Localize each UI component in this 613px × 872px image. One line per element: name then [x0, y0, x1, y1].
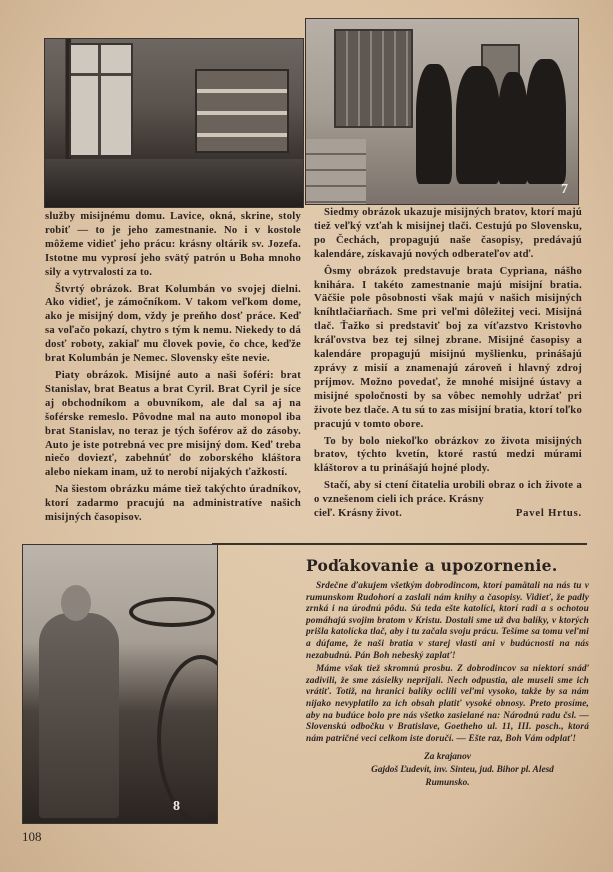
- photo-bookbinder-press: [22, 544, 218, 824]
- paragraph: Stačí, aby si ctení čitatelia urobili obraz o ich živote a o vznešenom cieli ich práce. Krásny: [314, 480, 582, 506]
- photo-figure: [498, 72, 528, 184]
- photo-bookshelf: [195, 69, 289, 153]
- photo-stone-wall: [306, 139, 366, 204]
- photo-figure: [526, 59, 566, 184]
- author-name: Pavel Hrtus.: [515, 508, 582, 520]
- photo-figure: [416, 64, 452, 184]
- photo-brothers-reading: [305, 18, 579, 205]
- notice-section: [306, 556, 589, 790]
- paragraph: To by bolo niekoľko obrázkov zo života misijných bratov, týchto kvetín, ktoré rastú medzi múrami kláštorov a tu prinášajú hojné plody.: [314, 435, 582, 475]
- closing-text: cieľ. Krásny život.: [314, 508, 402, 520]
- paragraph: Máme však tiež skromnú prosbu. Z dobrodincov sa niektorí snáď zadivili, že sme zásielky neprijali. Nech odpustia, ale museli sme ich vrátiť. Totiž, na hranici balíky oclili veľmi vysoko, takže by sa nám nijako nevyplatilo za ich obsah platiť vysoké obnosy. Preto prosíme, aby na budúce bolo pre nás všetko zasielané na: Národnú radu čsl. — Slovenskú odbočku v Bratislave, Goetheho ul. 11, III. posch., ktorá nám patričné veci celkom iste doručí. — Ešte raz, Boh Vám odplať!: [306, 664, 589, 744]
- signature-line-2: Gajdoš Ľudevít, inv. Sinteu, jud. Bihor pl. Alesd: [371, 765, 554, 776]
- photo-figure: [456, 66, 500, 184]
- photo-figure-head: [61, 585, 91, 621]
- photo-window: [334, 29, 413, 128]
- photo-press-wheel: [157, 655, 218, 823]
- paragraph: Piaty obrázok. Misijné auto a naši šoféri: brat Stanislav, brat Beatus a brat Cyril. Brat Cyril je síce aj obchodníkom a obuvníkom, ale dal sa aj na šoférske remeslo. Pôvodne mal na auto monopol iba brat Stanislav, no teraz je tých šoférov až do zásoby. Auto je iste potrebná vec pre misijný dom. Keď treba niečo doviezť, zabehnúť do zoborského kláštora alebo niekam inam, už to nerobí nijakých ťažkostí.: [45, 369, 301, 479]
- photo-press-handwheel: [129, 597, 215, 627]
- closing-line: [314, 507, 582, 521]
- photo-label: 7: [561, 182, 568, 197]
- article-left-column: [45, 210, 301, 528]
- article-right-column: [314, 206, 582, 521]
- signature-line-1: Za krajanov: [424, 752, 471, 763]
- paragraph: Ôsmy obrázok predstavuje brata Cypriana, nášho knihára. I takéto zamestnanie majú misijní bratia. Väčšie pole pôsobnosti však majú v našich misijných kníhtlačiarňach. Sme pri veľmi dôležitej veci. Misijná tlač. Ťažko si predstaviť boj za víťazstvo Kristovho kráľovstva bez tej silnej zbrane. Misijné časopisy a kalendáre propagujú misijnú myšlienku, prinášajú zprávy z misií a znamenajú zároveň i hlavný zdroj príjmov. Možno povedať, že mnohé misijné ústavy a misijné spoločnosti by sa vôbec nemohly udržať pri živote bez tlače. A tu sú to zas misijní bratia, ktorí toľko pracujú v tomto obore.: [314, 265, 582, 430]
- notice-body: [306, 581, 589, 745]
- photo-figure: [39, 613, 119, 818]
- divider: [212, 543, 587, 545]
- paragraph: služby misijnému domu. Lavice, okná, skrine, stoly robiť — to je jeho zamestnanie. No i v kostole môžeme vidieť jeho prácu: krásny oltárik sv. Jozefa. Istotne mu vyprosí jeho svätý patrón u Boha mnoho sily a vytrvalosti za to.: [45, 211, 301, 278]
- paragraph: Na šiestom obrázku máme tiež takýchto úradníkov, ktorí zadarmo pracujú na administratíve našich misijných časopisov.: [45, 484, 301, 524]
- notice-title: Poďakovanie a upozornenie.: [306, 556, 558, 575]
- photo-desk: [45, 159, 303, 207]
- paragraph: Siedmy obrázok ukazuje misijných bratov, ktorí majú tiež veľký vzťah k misijnej tlači. Cestujú po Slovensku, po Čechách, propagujú naše časopisy, predávajú kalendáre, získavajú nových odberateľov atď.: [314, 207, 582, 260]
- paragraph: Srdečne ďakujem všetkým dobrodincom, ktorí pamätali na nás tu v rumunskom Rudohorí a zaslali nám knihy a časopisy. Vidieť, že padly zrnká i na úrodnú pôdu. Sú teda ešte katolíci, ktorí radi a s ochotou pomáhajú svojim bratom v Kristu. Dostali sme už dva balíky, v ktorých prišla katolícka tlač, aby i tu začala svoju prácu. Tešíme sa tomu veľmi a dúfame, že naši bratia v starej vlasti ani v budúcnosti na nás nezabudnú. Pán Boh nebeský zaplať!: [306, 581, 589, 661]
- page-number: 108: [22, 829, 42, 844]
- photo-window: [69, 43, 133, 157]
- paragraph: Štvrtý obrázok. Brat Kolumbán vo svojej dielni. Ako vidieť, je zámočníkom. V takom veľkom dome, ako je misijný dom, vždy je preňho dosť práce. Keď sa voľačo pokazí, chytro s tým k nemu. Niekedy to dá dosť roboty, zakiaľ mu človek povie, čo chce, keďže brat Kolumbán je Nemec. Slovensky ešte nevie.: [45, 283, 301, 365]
- photo-office-workers: [44, 38, 304, 208]
- notice-signature: [306, 751, 589, 790]
- photo-label: 8: [173, 799, 180, 814]
- signature-line-3: Rumunsko.: [425, 778, 470, 789]
